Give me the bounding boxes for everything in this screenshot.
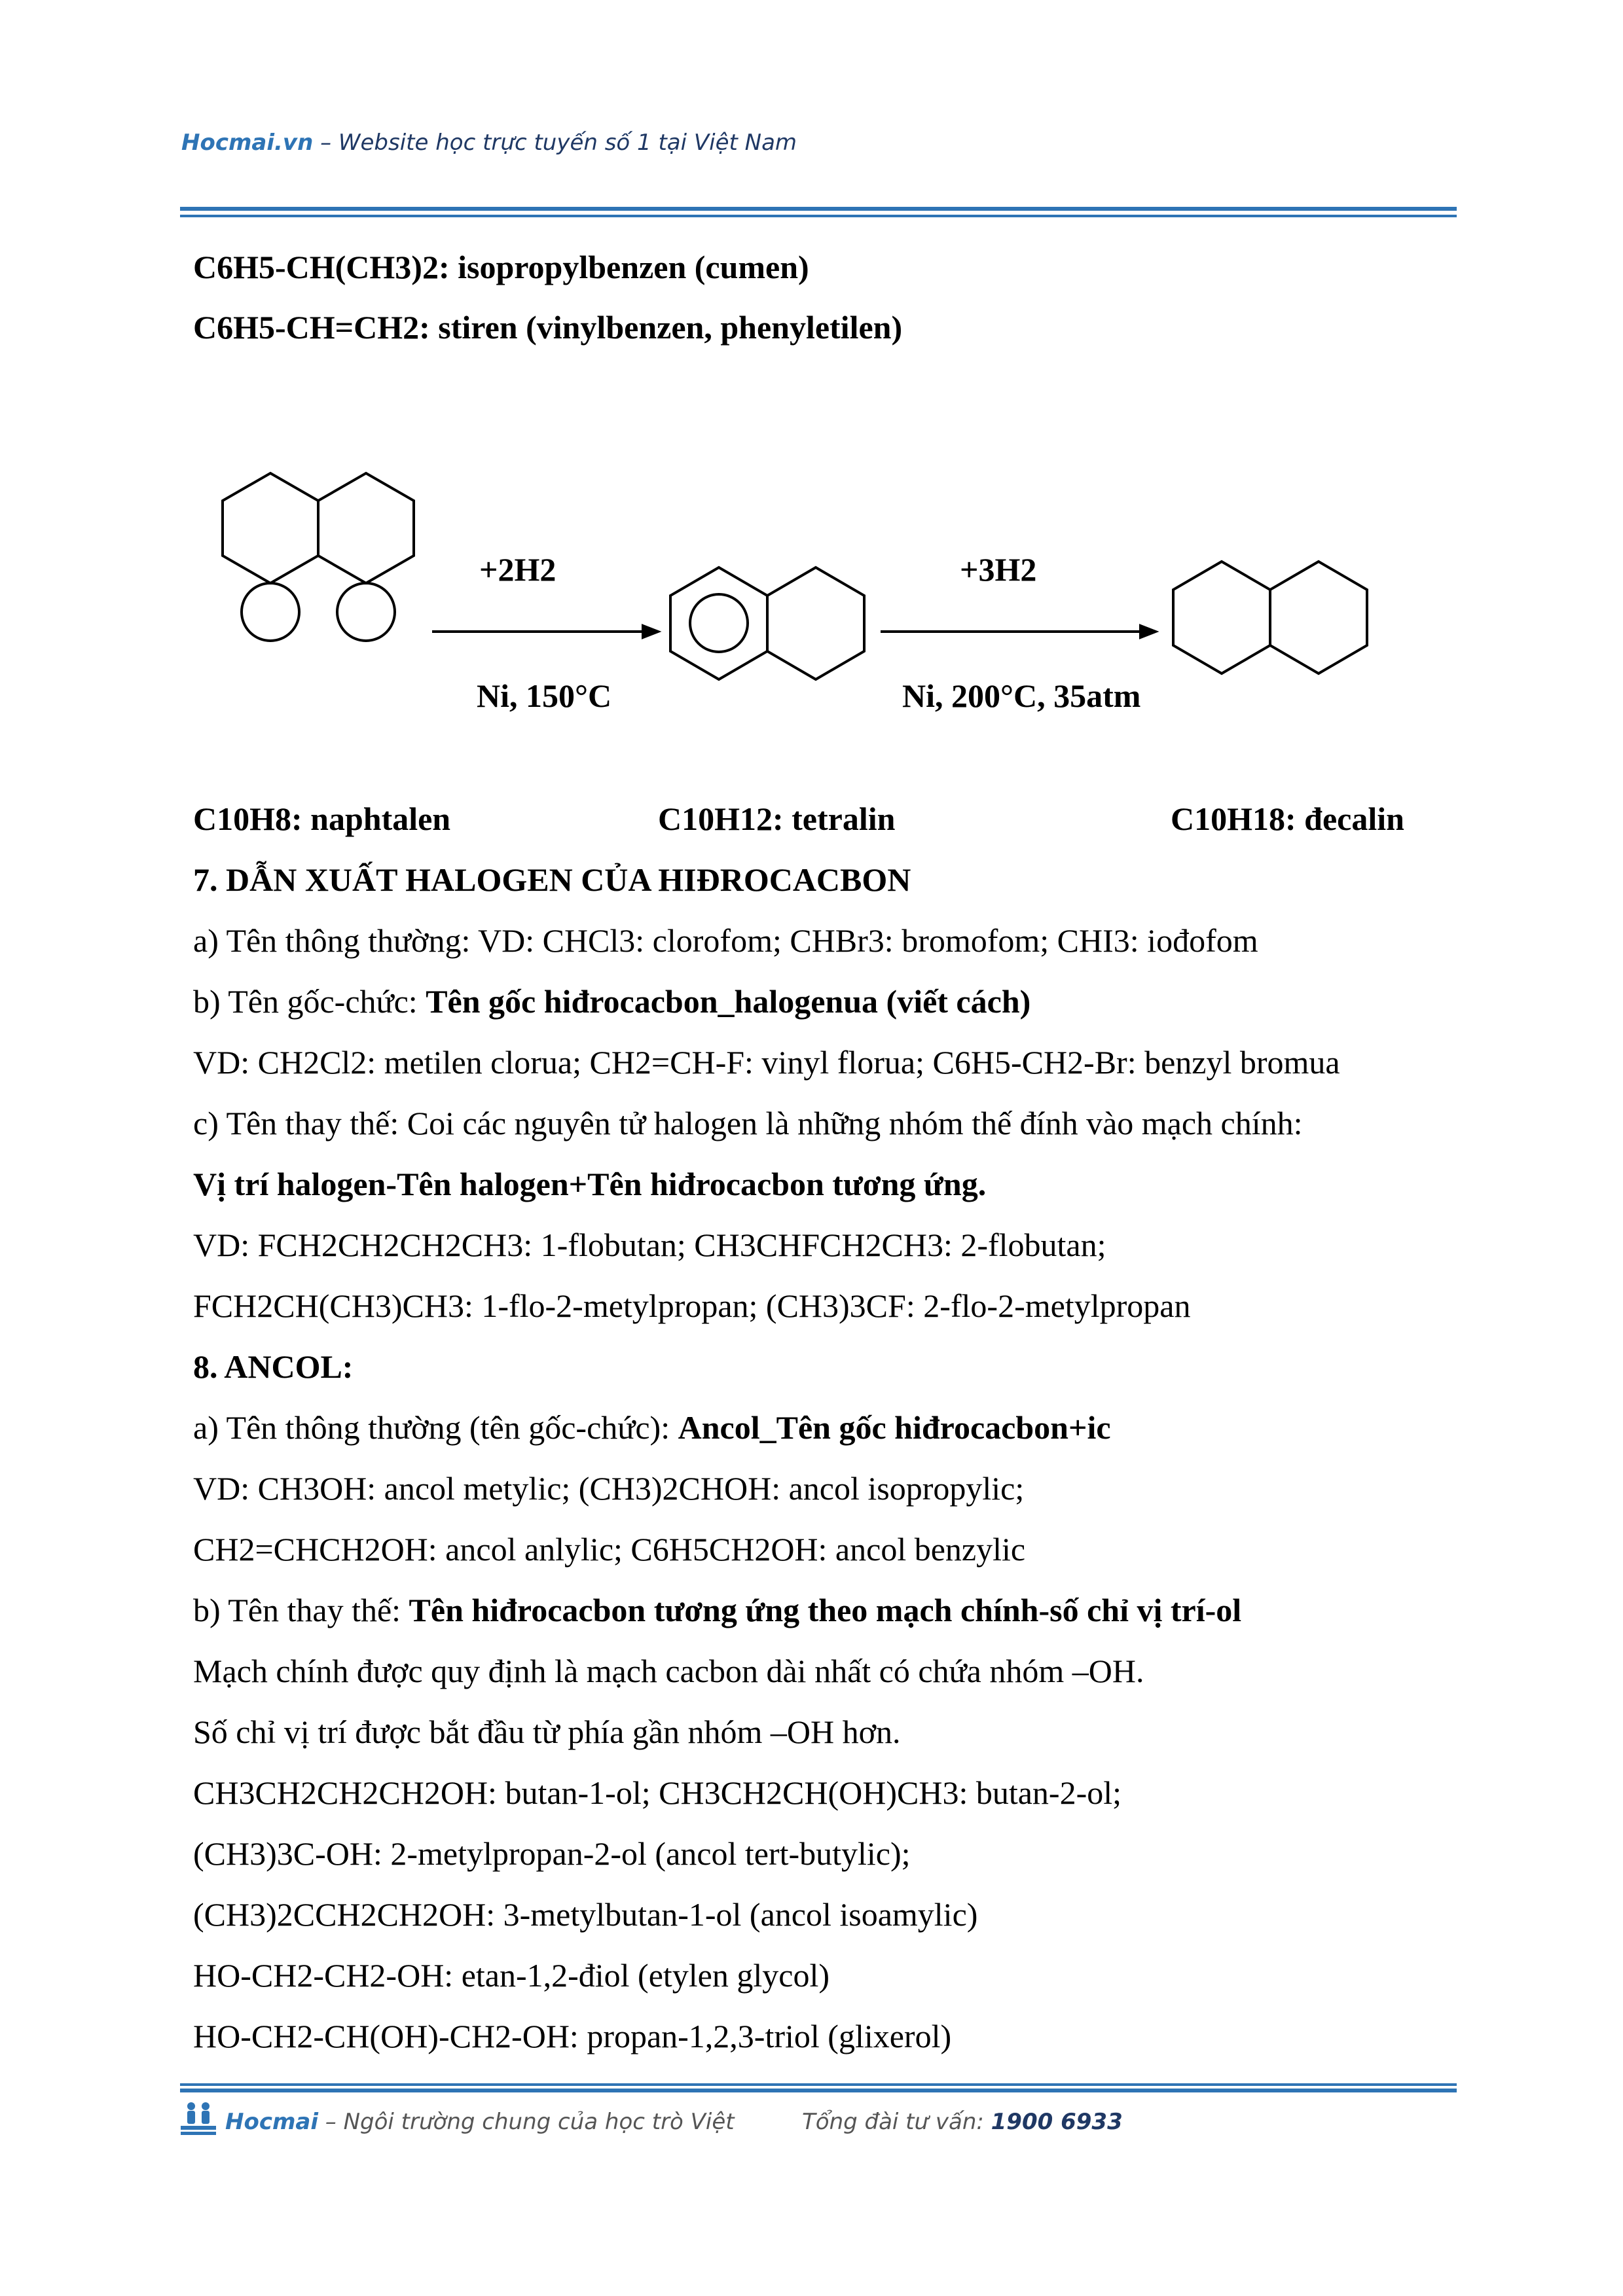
naphthalene-ring-left <box>223 473 318 583</box>
text-line: HO-CH2-CH2-OH: etan-1,2-điol (etylen glycol) <box>193 1957 830 1994</box>
text-line: Mạch chính được quy định là mạch cacbon dài nhất có chứa nhóm –OH. <box>193 1653 1144 1689</box>
compound-name-naphthalene: C10H8: naphtalen <box>193 800 451 837</box>
tetralin-aromatic-circle <box>690 594 748 652</box>
text-line: HO-CH2-CH(OH)-CH2-OH: propan-1,2,3-triol (glixerol) <box>193 2018 952 2054</box>
text-run-bold: Ancol_Tên gốc hiđrocacbon+ic <box>678 1409 1111 1446</box>
text-line: CH2=CHCH2OH: ancol anlylic; C6H5CH2OH: ancol benzylic <box>193 1531 1026 1568</box>
text-line: (CH3)3C-OH: 2-metylpropan-2-ol (ancol tert-butylic); <box>193 1835 911 1872</box>
footer-right <box>802 2109 1123 2135</box>
text-run-bold: Tên hiđrocacbon tương ứng theo mạch chính-số chỉ vị trí-ol <box>409 1592 1242 1628</box>
text-line: VD: CH3OH: ancol metylic; (CH3)2CHOH: ancol isopropylic; <box>193 1470 1025 1507</box>
text-line: Vị trí halogen-Tên halogen+Tên hiđrocacbon tương ứng. <box>193 1166 987 1202</box>
compound-name-tetralin: C10H12: tetralin <box>658 800 896 837</box>
footer-slogan: – Ngôi trường chung của học trò Việt <box>318 2109 735 2135</box>
decalin-ring-right <box>1270 562 1367 673</box>
footer-brand: Hocmai <box>225 2109 318 2135</box>
text-run: a) Tên thông thường (tên gốc-chức): <box>193 1409 678 1446</box>
arrow-2-head <box>1140 626 1156 637</box>
naphthalene-ring-right <box>318 473 414 583</box>
text-line: VD: FCH2CH2CH2CH3: 1-flobutan; CH3CHFCH2CH3: 2-flobutan; <box>193 1227 1106 1263</box>
footer-left <box>225 2109 735 2135</box>
tetralin-saturated-ring <box>767 567 864 679</box>
text-line <box>193 1594 1241 1626</box>
text-run-bold: Tên gốc hiđrocacbon_halogenua (viết cách) <box>426 983 1031 1020</box>
text-run: b) Tên gốc-chức: <box>193 983 426 1020</box>
text-line: FCH2CH(CH3)CH3: 1-flo-2-metylpropan; (CH3)3CF: 2-flo-2-metylpropan <box>193 1287 1191 1324</box>
text-line: VD: CH2Cl2: metilen clorua; CH2=CH-F: vinyl florua; C6H5-CH2-Br: benzyl bromua <box>193 1044 1340 1081</box>
arrow-1-head <box>643 626 658 637</box>
header-tagline: – Website học trực tuyến số 1 tại Việt Nam <box>313 130 797 156</box>
compound-name-decalin: C10H18: đecalin <box>1171 800 1404 837</box>
header-brand: Hocmai.vn <box>181 130 314 156</box>
reaction-scheme <box>0 0 1623 785</box>
naphthalene-circle-left <box>242 583 299 641</box>
footer-hotline-number: 1900 6933 <box>991 2109 1123 2135</box>
tetralin-aromatic-ring <box>670 567 767 679</box>
text-line: (CH3)2CCH2CH2OH: 3-metylbutan-1-ol (ancol isoamylic) <box>193 1896 978 1933</box>
text-line: CH3CH2CH2CH2OH: butan-1-ol; CH3CH2CH(OH)CH3: butan-2-ol; <box>193 1774 1122 1811</box>
text-line: c) Tên thay thế: Coi các nguyên tử halogen là những nhóm thế đính vào mạch chính: <box>193 1105 1303 1141</box>
footer-rule <box>180 2089 1457 2092</box>
reagent-label-1: +2H2 <box>479 551 556 588</box>
naphthalene-circle-right <box>337 583 395 641</box>
decalin-ring-left <box>1173 562 1270 673</box>
text-line: Số chỉ vị trí được bắt đầu từ phía gần nhóm –OH hơn. <box>193 1713 901 1750</box>
text-line <box>193 1411 1111 1444</box>
condition-label-1: Ni, 150°C <box>477 677 612 714</box>
text-line: a) Tên thông thường: VD: CHCl3: clorofom; CHBr3: bromofom; CHI3: iođofom <box>193 922 1258 959</box>
condition-label-2: Ni, 200°C, 35atm <box>902 677 1141 714</box>
footer-rule-thin <box>180 2083 1457 2086</box>
text-line: C6H5-CH=CH2: stiren (vinylbenzen, phenyletilen) <box>193 309 903 346</box>
section-heading: 7. DẪN XUẤT HALOGEN CỦA HIĐROCACBON <box>193 861 911 898</box>
hocmai-logo-icon <box>178 2101 219 2138</box>
text-line <box>193 985 1030 1018</box>
section-heading: 8. ANCOL: <box>193 1348 354 1385</box>
text-run: b) Tên thay thế: <box>193 1592 409 1628</box>
footer-hotline-label: Tổng đài tư vấn: <box>802 2109 991 2135</box>
text-line: C6H5-CH(CH3)2: isopropylbenzen (cumen) <box>193 249 809 285</box>
reagent-label-2: +3H2 <box>960 551 1037 588</box>
